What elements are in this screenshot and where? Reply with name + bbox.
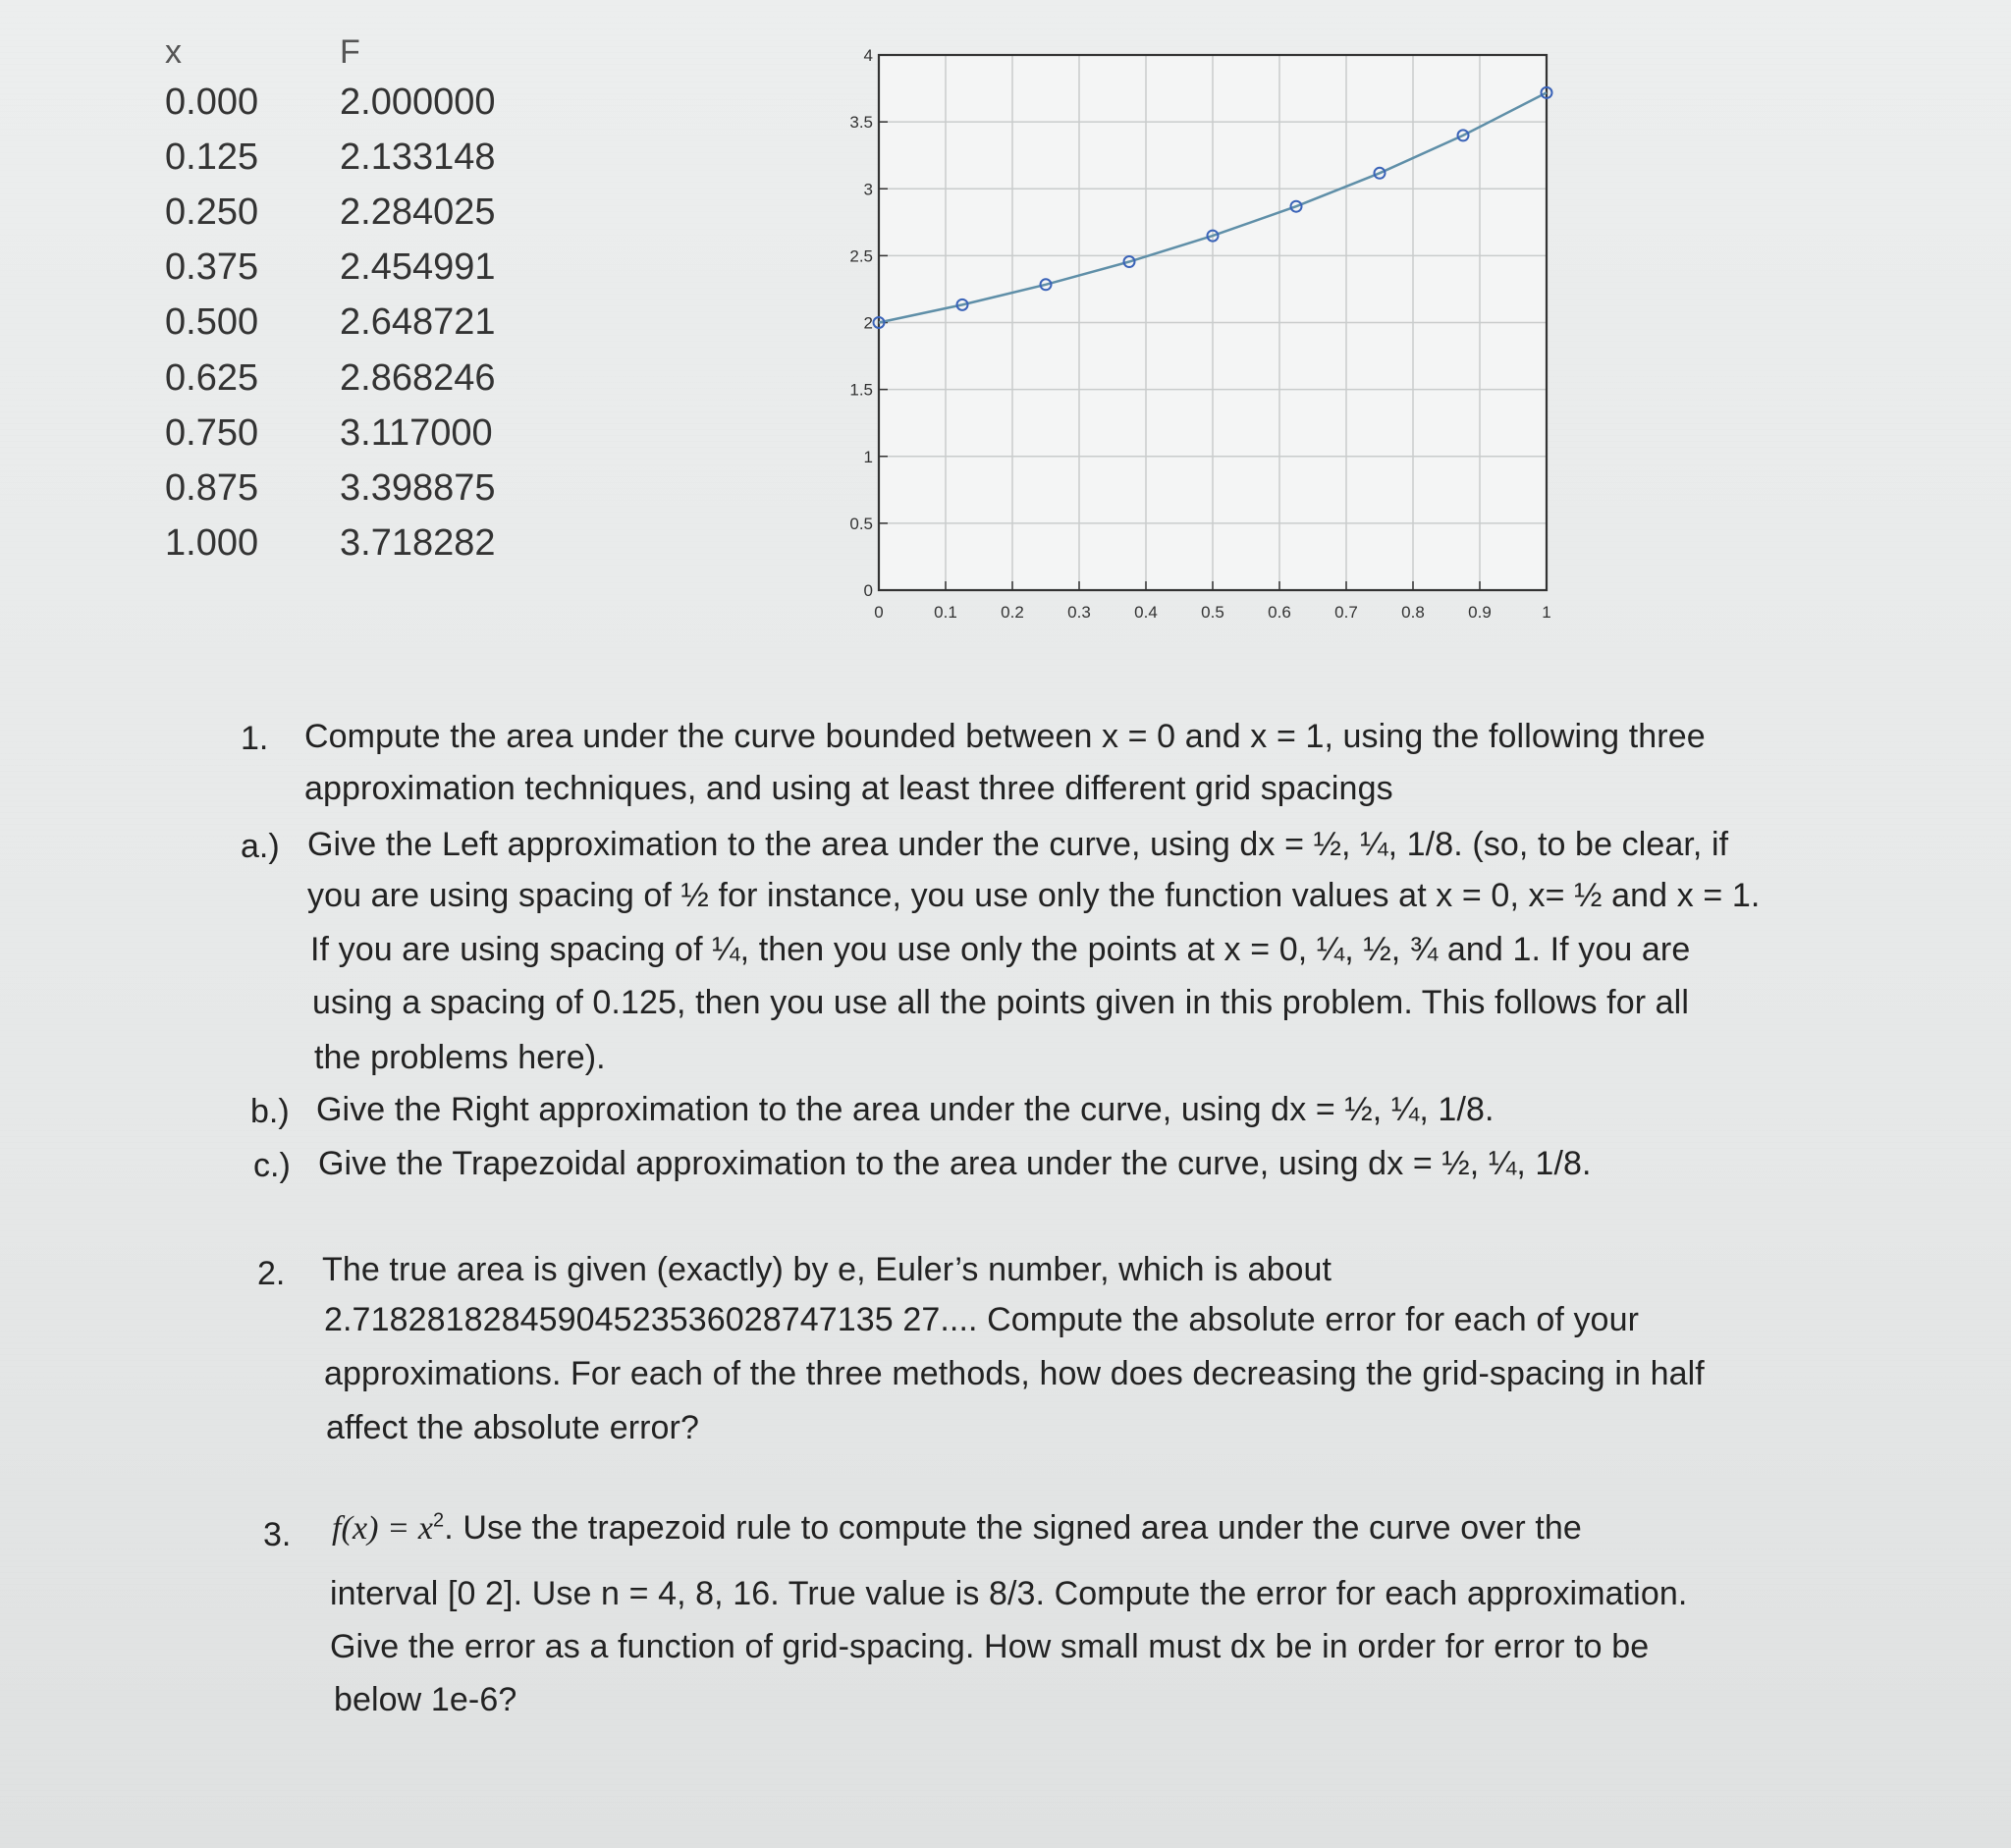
x-tick-label: 0.7 xyxy=(1334,603,1358,622)
cell-x: 0.375 xyxy=(165,246,259,289)
cell-f: 3.117000 xyxy=(340,411,493,454)
q3-line-1-text: . Use the trapezoid rule to compute the signed area under the curve over the xyxy=(444,1509,1582,1547)
table-row xyxy=(165,406,516,461)
x-tick-label: 0.5 xyxy=(1201,603,1224,622)
q3-formula-rest: (x) = x xyxy=(341,1510,434,1547)
q1a-line-2: you are using spacing of ½ for instance, you use only the function values at x = 0, x= ½ and x = 1. xyxy=(307,877,1761,914)
cell-x: 0.750 xyxy=(165,411,259,454)
y-tick-label: 0 xyxy=(863,581,873,600)
y-tick-label: 2 xyxy=(863,313,873,333)
table-row xyxy=(165,241,516,296)
q3-line-1 xyxy=(332,1509,1582,1548)
y-tick-label: 2.5 xyxy=(849,246,873,266)
q1c-line-1: Give the Trapezoidal approximation to the area under the curve, using dx = ½, ¼, 1/8. xyxy=(318,1145,1592,1182)
cell-f: 2.454991 xyxy=(340,246,496,289)
q1a-line-5: the problems here). xyxy=(314,1039,606,1076)
y-tick-label: 4 xyxy=(863,46,873,65)
table-header-row xyxy=(165,29,516,75)
y-tick-label: 1 xyxy=(863,447,873,466)
q3-number: 3. xyxy=(263,1516,292,1553)
data-table xyxy=(165,29,516,571)
q2-number: 2. xyxy=(257,1255,286,1292)
q2-line-1: The true area is given (exactly) by e, Euler’s number, which is about xyxy=(322,1251,1332,1288)
cell-f: 3.718282 xyxy=(340,522,496,565)
x-tick-label: 0.9 xyxy=(1468,603,1492,622)
q1a-label: a.) xyxy=(241,828,280,865)
x-tick-label: 0.6 xyxy=(1268,603,1291,622)
y-tick-label: 1.5 xyxy=(849,380,873,400)
cell-x: 0.125 xyxy=(165,136,259,178)
q3-formula-exponent: 2 xyxy=(433,1509,445,1532)
cell-x: 0.000 xyxy=(165,81,259,123)
x-tick-label: 0 xyxy=(874,603,884,622)
q1a-line-4: using a spacing of 0.125, then you use all the points given in this problem. This follows for all xyxy=(312,984,1689,1021)
cell-x: 0.875 xyxy=(165,466,259,509)
x-tick-label: 0.4 xyxy=(1134,603,1158,622)
cell-x: 1.000 xyxy=(165,522,259,565)
y-tick-label: 0.5 xyxy=(849,514,873,533)
table-row xyxy=(165,185,516,240)
q2-line-2: 2.71828182845904523536028747135 27.... Compute the absolute error for each of your xyxy=(324,1301,1639,1338)
x-tick-label: 0.3 xyxy=(1067,603,1091,622)
header-f: F xyxy=(340,32,360,71)
table-row xyxy=(165,296,516,351)
table-row xyxy=(165,351,516,406)
cell-f: 2.648721 xyxy=(340,301,496,344)
q3-line-2: interval [0 2]. Use n = 4, 8, 16. True value is 8/3. Compute the error for each approximation. xyxy=(330,1575,1688,1612)
table-row xyxy=(165,75,516,130)
cell-x: 0.250 xyxy=(165,190,259,233)
cell-f: 2.000000 xyxy=(340,81,496,123)
table-row xyxy=(165,461,516,516)
q2-line-4: affect the absolute error? xyxy=(326,1409,699,1446)
cell-f: 2.133148 xyxy=(340,136,496,178)
q3-line-4: below 1e-6? xyxy=(334,1681,517,1718)
cell-x: 0.625 xyxy=(165,356,259,399)
q1c-label: c.) xyxy=(253,1147,291,1184)
cell-f: 2.284025 xyxy=(340,190,496,233)
x-tick-label: 0.2 xyxy=(1001,603,1024,622)
q1-line-1: Compute the area under the curve bounded between x = 0 and x = 1, using the following three xyxy=(304,718,1706,755)
table-row xyxy=(165,130,516,185)
q2-line-3: approximations. For each of the three methods, how does decreasing the grid-spacing in half xyxy=(324,1355,1705,1392)
cell-f: 3.398875 xyxy=(340,466,496,509)
q3-formula-f: f xyxy=(332,1510,342,1547)
x-tick-label: 0.1 xyxy=(934,603,957,622)
q1-number: 1. xyxy=(241,720,269,757)
y-tick-label: 3.5 xyxy=(849,113,873,133)
q3-line-3: Give the error as a function of grid-spacing. How small must dx be in order for error to be xyxy=(330,1628,1650,1665)
q1-line-2: approximation techniques, and using at least three different grid spacings xyxy=(304,770,1393,807)
x-tick-label: 0.8 xyxy=(1401,603,1425,622)
line-chart xyxy=(830,41,1556,630)
header-x: x xyxy=(165,32,182,71)
x-tick-label: 1 xyxy=(1542,603,1551,622)
table-row xyxy=(165,516,516,571)
y-tick-label: 3 xyxy=(863,180,873,199)
q1a-line-3: If you are using spacing of ¼, then you use only the points at x = 0, ¼, ½, ¾ and 1. If you are xyxy=(310,931,1691,968)
cell-x: 0.500 xyxy=(165,301,259,344)
q1b-label: b.) xyxy=(250,1093,290,1130)
q1b-line-1: Give the Right approximation to the area under the curve, using dx = ½, ¼, 1/8. xyxy=(316,1091,1495,1128)
q1a-line-1: Give the Left approximation to the area under the curve, using dx = ½, ¼, 1/8. (so, to be clear, if xyxy=(307,826,1729,863)
cell-f: 2.868246 xyxy=(340,356,496,399)
